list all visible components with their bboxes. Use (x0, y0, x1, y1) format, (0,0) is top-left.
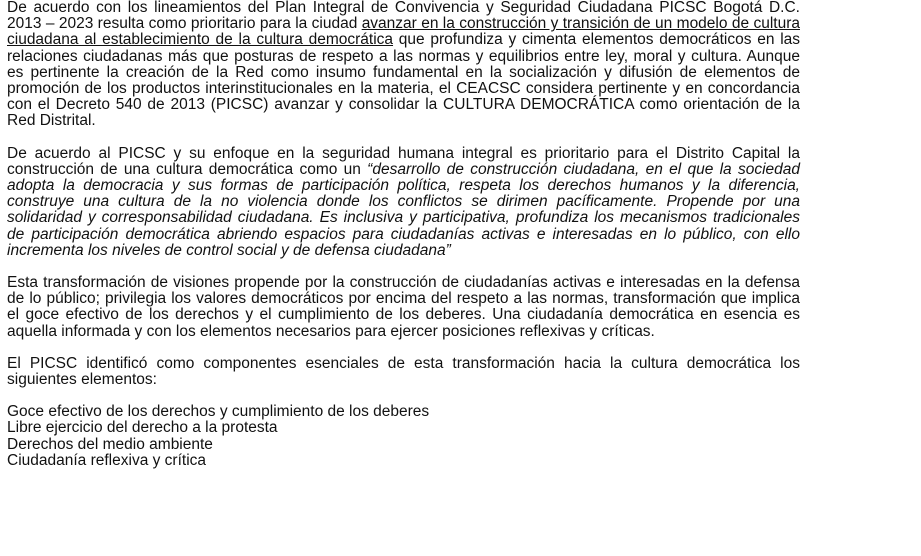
paragraph-1-rest: que profundiza y cimenta elementos democráticos en las relaciones ciudadanas más que posturas de respeto a las normas y equilibrios entre ley, moral y cultura. Aunque es pertinente la creación de la Red como insumo fundamental en la socialización y difusión de elementos de promoción de los productos interinstitucionales en la materia, el CEACSC considera pertinente y en concordancia con el Decreto 540 de 2013 (PICSC) avanzar y consolidar la CULTURA DEMOCRÁTICA como orientación de la Red Distrital. (7, 31, 801, 130)
paragraph-componentes: El PICSC identificó como componentes esenciales de esta transformación hacia la cultura democrática los siguientes elementos: (7, 354, 800, 389)
list-item: Derechos del medio ambiente (7, 435, 213, 453)
paragraph-1-lead: De acuerdo con los lineamientos del Plan Integral de Convivencia y Seguridad Ciudadana PICSC Bogotá D.C. 2013 – 2023 resulta como prioritario para la ciudad (7, 0, 800, 33)
paragraph-2-lead: De acuerdo al PICSC y su enfoque en la seguridad humana integral es prioritario para el Distrito Capital la construcción de una cultura democrática como un (7, 144, 800, 178)
document-page (7, 0, 800, 469)
paragraph-plan-integral (7, 0, 800, 130)
list-item: Ciudadanía reflexiva y crítica (7, 451, 207, 469)
paragraph-cultura-democratica (7, 146, 800, 259)
list-item: Goce efectivo de los derechos y cumplimiento de los deberes (7, 403, 430, 421)
paragraph-spacer (7, 388, 800, 404)
elements-list (7, 404, 800, 469)
paragraph-spacer (7, 259, 800, 275)
paragraph-spacer (7, 340, 800, 356)
list-item: Libre ejercicio del derecho a la protesta (7, 419, 278, 437)
paragraph-1-underlined: avanzar en la construcción y transición de un modelo de cultura ciudadana al establecimiento de la cultura democrática (7, 15, 800, 49)
paragraph-transformacion: Esta transformación de visiones propende por la construcción de ciudadanías activas e interesadas en la defensa de lo público; privilegia los valores democráticos por encima del respeto a las normas, transformación que implica el goce efectivo de los derechos y el cumplimiento de los deberes. Una ciudadanía democrática en esencia es aquella informada y con los elementos necesarios para ejercer posiciones reflexivas y críticas. (7, 274, 800, 340)
paragraph-2-quote: “desarrollo de construcción ciudadana, en el que la sociedad adopta la democracia y sus formas de participación política, respeta los derechos humanos y la diferencia, construye una cultura de la no violencia donde los conflictos se dirimen pacíficamente. Propende por una solidaridad y corresponsabilidad ciudadana. Es inclusiva y participativa, profundiza los mecanismos tradicionales de participación democrática abriendo espacios para ciudadanías activas e interesadas en lo público, con ello incrementa los niveles de control social y de defensa ciudadana” (7, 160, 801, 259)
paragraph-spacer (7, 130, 800, 146)
